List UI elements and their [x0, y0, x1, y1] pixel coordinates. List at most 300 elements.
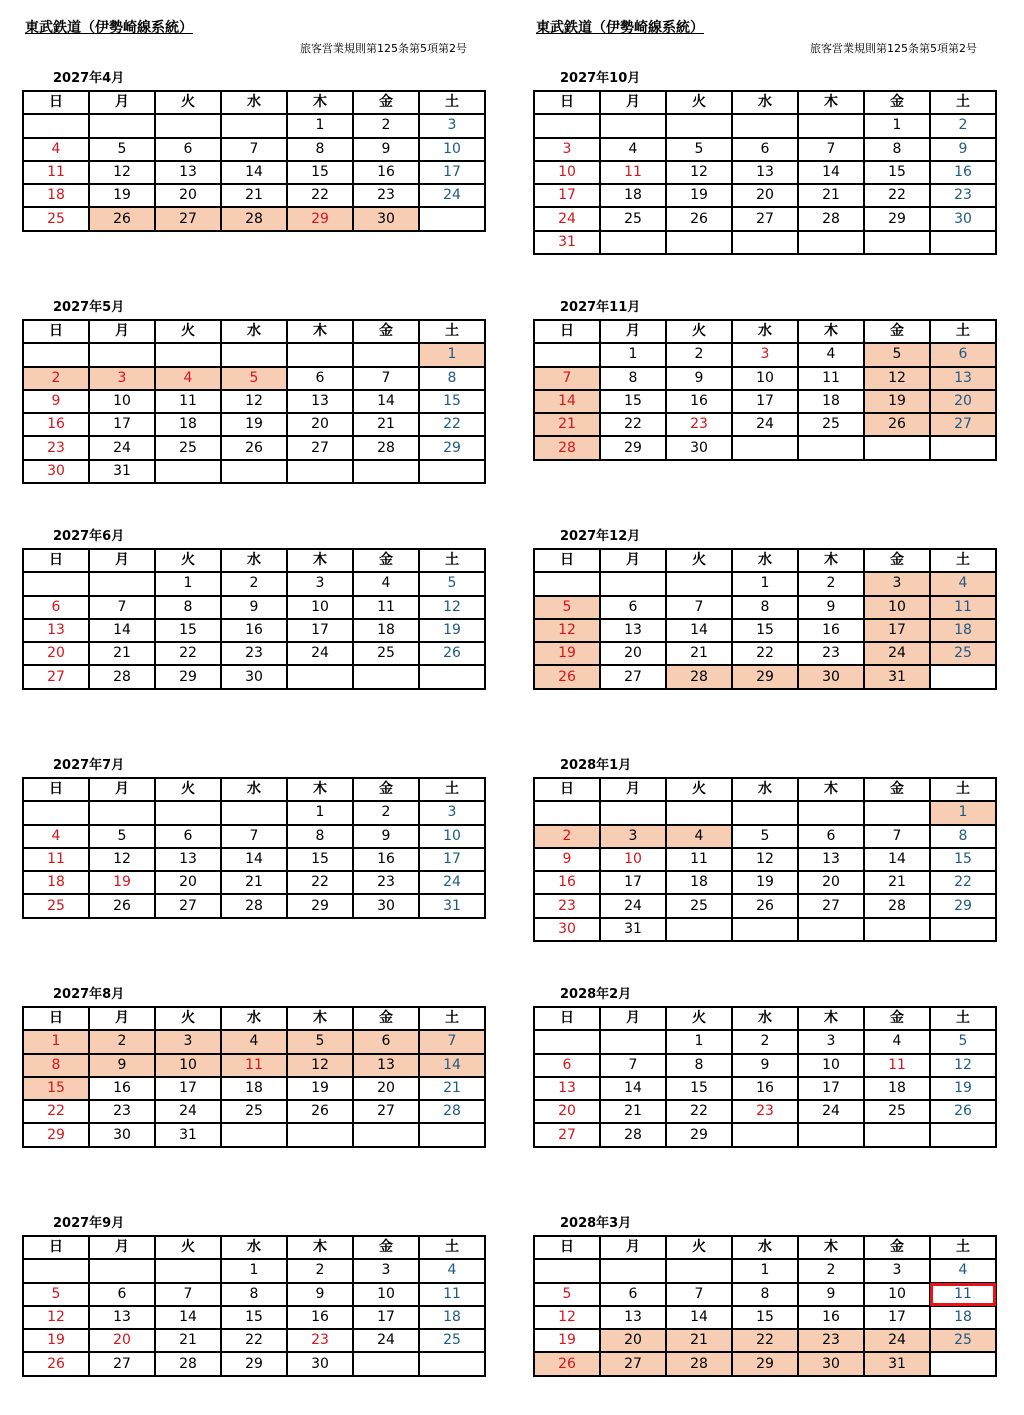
empty-cell	[666, 231, 732, 254]
day-cell: 17	[419, 161, 485, 184]
day-cell: 26	[534, 1352, 600, 1375]
day-cell: 27	[155, 207, 221, 230]
weekday-header: 土	[419, 91, 485, 114]
weekday-header: 水	[732, 778, 798, 801]
weekday-header: 月	[600, 320, 666, 343]
day-cell: 3	[353, 1259, 419, 1282]
day-cell: 27	[534, 1123, 600, 1146]
day-cell: 1	[155, 572, 221, 595]
week-row	[23, 642, 485, 665]
weekday-header: 土	[930, 320, 996, 343]
weekday-header: 金	[353, 320, 419, 343]
day-cell: 15	[732, 619, 798, 642]
empty-cell	[23, 572, 89, 595]
day-cell: 26	[221, 436, 287, 459]
week-row	[534, 848, 996, 871]
week-row	[534, 1123, 996, 1146]
day-cell: 7	[798, 138, 864, 161]
weekday-header: 日	[23, 549, 89, 572]
weekday-header: 土	[419, 1236, 485, 1259]
day-cell: 29	[666, 1123, 732, 1146]
week-row	[534, 619, 996, 642]
week-row	[23, 1077, 485, 1100]
empty-cell	[419, 665, 485, 688]
day-cell: 29	[155, 665, 221, 688]
day-cell: 9	[287, 1283, 353, 1306]
empty-cell	[23, 801, 89, 824]
day-cell: 25	[155, 436, 221, 459]
day-cell: 8	[666, 1054, 732, 1077]
empty-cell	[798, 801, 864, 824]
week-row	[23, 801, 485, 824]
day-cell: 20	[353, 1077, 419, 1100]
empty-cell	[287, 1123, 353, 1146]
day-cell: 12	[419, 596, 485, 619]
day-cell: 8	[930, 825, 996, 848]
day-cell: 24	[798, 1100, 864, 1123]
day-cell: 30	[287, 1352, 353, 1375]
day-cell: 29	[287, 207, 353, 230]
day-cell: 6	[534, 1054, 600, 1077]
week-row	[534, 343, 996, 366]
week-row	[23, 207, 485, 230]
month-calendar	[22, 90, 486, 232]
day-cell: 20	[287, 413, 353, 436]
day-cell: 28	[666, 1352, 732, 1375]
empty-cell	[798, 436, 864, 459]
weekday-header: 火	[666, 1007, 732, 1030]
empty-cell	[930, 1352, 996, 1375]
week-row	[23, 460, 485, 483]
empty-cell	[221, 114, 287, 137]
day-cell: 12	[89, 161, 155, 184]
day-cell: 24	[864, 1329, 930, 1352]
day-cell: 1	[930, 801, 996, 824]
day-cell: 2	[798, 572, 864, 595]
week-row	[534, 1077, 996, 1100]
day-cell: 27	[155, 894, 221, 917]
day-cell: 14	[419, 1054, 485, 1077]
week-row	[534, 367, 996, 390]
day-cell: 15	[287, 161, 353, 184]
day-cell: 16	[534, 871, 600, 894]
day-cell: 5	[930, 1030, 996, 1053]
day-cell: 6	[798, 825, 864, 848]
day-cell: 5	[732, 825, 798, 848]
weekday-header: 日	[23, 320, 89, 343]
empty-cell	[155, 1259, 221, 1282]
day-cell: 6	[353, 1030, 419, 1053]
day-cell: 10	[732, 367, 798, 390]
day-cell: 11	[353, 596, 419, 619]
empty-cell	[732, 231, 798, 254]
day-cell: 19	[864, 390, 930, 413]
day-cell: 2	[89, 1030, 155, 1053]
day-cell: 25	[221, 1100, 287, 1123]
day-cell: 18	[23, 184, 89, 207]
day-cell: 15	[600, 390, 666, 413]
day-cell: 3	[732, 343, 798, 366]
weekday-header: 金	[353, 91, 419, 114]
weekday-header: 金	[864, 778, 930, 801]
empty-cell	[287, 665, 353, 688]
weekday-header: 水	[221, 320, 287, 343]
empty-cell	[419, 1352, 485, 1375]
day-cell: 12	[534, 1306, 600, 1329]
day-cell: 22	[221, 1329, 287, 1352]
day-cell: 22	[155, 642, 221, 665]
day-cell: 8	[287, 138, 353, 161]
day-cell: 22	[732, 1329, 798, 1352]
empty-cell	[666, 1259, 732, 1282]
day-cell: 9	[798, 1283, 864, 1306]
day-cell: 7	[221, 825, 287, 848]
day-cell: 29	[23, 1123, 89, 1146]
empty-cell	[864, 801, 930, 824]
day-cell: 14	[666, 619, 732, 642]
weekday-header: 水	[221, 1236, 287, 1259]
day-cell: 19	[930, 1077, 996, 1100]
week-row	[534, 572, 996, 595]
day-cell: 20	[732, 184, 798, 207]
day-cell: 16	[23, 413, 89, 436]
day-cell: 8	[732, 1283, 798, 1306]
day-cell: 28	[798, 207, 864, 230]
day-cell: 6	[600, 1283, 666, 1306]
day-cell: 2	[287, 1259, 353, 1282]
month-calendar	[533, 777, 997, 942]
week-row	[23, 871, 485, 894]
empty-cell	[89, 801, 155, 824]
weekday-header: 水	[732, 320, 798, 343]
week-row	[23, 413, 485, 436]
weekday-header: 木	[287, 91, 353, 114]
empty-cell	[600, 114, 666, 137]
day-cell: 9	[666, 367, 732, 390]
day-cell: 3	[864, 572, 930, 595]
day-cell: 10	[155, 1054, 221, 1077]
day-cell: 22	[600, 413, 666, 436]
day-cell: 29	[732, 1352, 798, 1375]
month-calendar	[533, 1006, 997, 1148]
day-cell: 25	[419, 1329, 485, 1352]
day-cell: 21	[600, 1100, 666, 1123]
month-label: 2027年12月	[560, 529, 641, 544]
week-row	[23, 1054, 485, 1077]
day-cell: 3	[534, 138, 600, 161]
day-cell: 23	[353, 871, 419, 894]
day-cell: 1	[221, 1259, 287, 1282]
day-cell: 7	[221, 138, 287, 161]
weekday-header-row	[23, 91, 485, 114]
week-row	[23, 1306, 485, 1329]
empty-cell	[798, 231, 864, 254]
weekday-header: 木	[287, 1007, 353, 1030]
weekday-header: 日	[534, 778, 600, 801]
day-cell: 16	[221, 619, 287, 642]
month-calendar	[22, 548, 486, 690]
day-cell: 2	[798, 1259, 864, 1282]
weekday-header: 火	[155, 1236, 221, 1259]
day-cell: 24	[155, 1100, 221, 1123]
day-cell: 16	[353, 848, 419, 871]
day-cell: 30	[930, 207, 996, 230]
weekday-header: 日	[534, 320, 600, 343]
weekday-header: 木	[798, 1236, 864, 1259]
week-row	[23, 596, 485, 619]
day-cell: 13	[732, 161, 798, 184]
day-cell: 6	[155, 138, 221, 161]
day-cell: 14	[353, 390, 419, 413]
day-cell: 23	[23, 436, 89, 459]
day-cell: 13	[287, 390, 353, 413]
week-row	[534, 184, 996, 207]
day-cell: 4	[864, 1030, 930, 1053]
day-cell: 7	[864, 825, 930, 848]
week-row	[23, 1100, 485, 1123]
month-label: 2028年1月	[560, 758, 632, 773]
weekday-header: 木	[798, 91, 864, 114]
day-cell: 24	[353, 1329, 419, 1352]
week-row	[23, 138, 485, 161]
week-row	[534, 596, 996, 619]
week-row	[534, 231, 996, 254]
day-cell: 30	[353, 207, 419, 230]
weekday-header: 金	[864, 549, 930, 572]
weekday-header-row	[534, 320, 996, 343]
day-cell: 17	[798, 1077, 864, 1100]
weekday-header: 月	[600, 778, 666, 801]
weekday-header: 日	[23, 1007, 89, 1030]
day-cell: 13	[534, 1077, 600, 1100]
page-title: 東武鉄道（伊勢崎線系統）	[536, 20, 704, 36]
empty-cell	[798, 1123, 864, 1146]
empty-cell	[798, 114, 864, 137]
day-cell: 25	[23, 894, 89, 917]
day-cell: 18	[221, 1077, 287, 1100]
day-cell: 10	[534, 161, 600, 184]
day-cell: 23	[287, 1329, 353, 1352]
day-cell: 29	[221, 1352, 287, 1375]
day-cell: 9	[89, 1054, 155, 1077]
day-cell: 17	[864, 1306, 930, 1329]
day-cell: 13	[930, 367, 996, 390]
weekday-header-row	[534, 549, 996, 572]
weekday-header: 日	[534, 1007, 600, 1030]
day-cell: 19	[89, 871, 155, 894]
empty-cell	[666, 572, 732, 595]
empty-cell	[864, 918, 930, 941]
weekday-header: 水	[732, 91, 798, 114]
empty-cell	[419, 460, 485, 483]
day-cell: 17	[600, 871, 666, 894]
day-cell: 20	[930, 390, 996, 413]
day-cell: 18	[155, 413, 221, 436]
day-cell: 20	[534, 1100, 600, 1123]
day-cell: 23	[534, 894, 600, 917]
day-cell: 19	[732, 871, 798, 894]
week-row	[23, 825, 485, 848]
day-cell: 14	[534, 390, 600, 413]
day-cell: 14	[89, 619, 155, 642]
day-cell: 24	[864, 642, 930, 665]
day-cell: 4	[798, 343, 864, 366]
day-cell: 24	[419, 184, 485, 207]
day-cell: 28	[666, 665, 732, 688]
day-cell: 26	[23, 1352, 89, 1375]
day-cell: 22	[287, 184, 353, 207]
weekday-header: 月	[600, 1007, 666, 1030]
day-cell: 9	[930, 138, 996, 161]
day-cell: 1	[666, 1030, 732, 1053]
day-cell: 18	[666, 871, 732, 894]
day-cell: 8	[221, 1283, 287, 1306]
day-cell: 10	[89, 390, 155, 413]
month-label: 2027年6月	[53, 529, 125, 544]
empty-cell	[353, 665, 419, 688]
day-cell: 18	[798, 390, 864, 413]
week-row	[534, 138, 996, 161]
day-cell: 1	[287, 114, 353, 137]
day-cell: 19	[419, 619, 485, 642]
day-cell: 17	[155, 1077, 221, 1100]
day-cell: 13	[23, 619, 89, 642]
month-calendar	[533, 90, 997, 255]
day-cell: 20	[89, 1329, 155, 1352]
week-row	[534, 1054, 996, 1077]
day-cell: 26	[930, 1100, 996, 1123]
weekday-header: 火	[666, 1236, 732, 1259]
day-cell: 5	[221, 367, 287, 390]
day-cell: 21	[534, 413, 600, 436]
month-calendar	[533, 548, 997, 690]
day-cell: 27	[600, 665, 666, 688]
day-cell: 23	[89, 1100, 155, 1123]
day-cell: 2	[353, 114, 419, 137]
day-cell: 6	[155, 825, 221, 848]
empty-cell	[23, 114, 89, 137]
day-cell: 9	[23, 390, 89, 413]
day-cell: 3	[287, 572, 353, 595]
day-cell: 6	[732, 138, 798, 161]
day-cell: 21	[666, 642, 732, 665]
day-cell: 26	[89, 207, 155, 230]
day-cell: 10	[864, 596, 930, 619]
day-cell: 1	[732, 1259, 798, 1282]
day-cell: 16	[798, 619, 864, 642]
weekday-header: 日	[23, 778, 89, 801]
week-row	[534, 114, 996, 137]
week-row	[23, 1123, 485, 1146]
day-cell: 12	[221, 390, 287, 413]
week-row	[23, 848, 485, 871]
week-row	[534, 1306, 996, 1329]
day-cell: 26	[666, 207, 732, 230]
week-row	[534, 390, 996, 413]
day-cell: 16	[353, 161, 419, 184]
day-cell: 22	[419, 413, 485, 436]
day-cell: 11	[155, 390, 221, 413]
day-cell: 18	[930, 619, 996, 642]
day-cell: 14	[221, 848, 287, 871]
day-cell: 19	[221, 413, 287, 436]
week-row	[23, 1283, 485, 1306]
day-cell: 29	[930, 894, 996, 917]
empty-cell	[89, 572, 155, 595]
day-cell: 30	[23, 460, 89, 483]
day-cell: 5	[23, 1283, 89, 1306]
day-cell: 17	[89, 413, 155, 436]
weekday-header: 土	[419, 778, 485, 801]
weekday-header: 水	[221, 778, 287, 801]
day-cell: 30	[666, 436, 732, 459]
day-cell: 4	[600, 138, 666, 161]
day-cell: 23	[666, 413, 732, 436]
day-cell: 17	[732, 390, 798, 413]
empty-cell	[534, 572, 600, 595]
weekday-header: 水	[732, 1236, 798, 1259]
empty-cell	[600, 572, 666, 595]
week-row	[23, 619, 485, 642]
day-cell: 21	[155, 1329, 221, 1352]
empty-cell	[732, 918, 798, 941]
weekday-header: 金	[353, 549, 419, 572]
day-cell: 6	[600, 596, 666, 619]
day-cell: 15	[930, 848, 996, 871]
day-cell: 14	[600, 1077, 666, 1100]
day-cell: 20	[798, 871, 864, 894]
day-cell: 2	[353, 801, 419, 824]
day-cell: 5	[666, 138, 732, 161]
month-label: 2027年4月	[53, 71, 125, 86]
regulation-note: 旅客営業規則第125条第5項第2号	[300, 42, 467, 55]
day-cell: 8	[155, 596, 221, 619]
day-cell: 11	[221, 1054, 287, 1077]
day-cell: 23	[353, 184, 419, 207]
day-cell: 4	[221, 1030, 287, 1053]
empty-cell	[534, 343, 600, 366]
day-cell: 24	[287, 642, 353, 665]
day-cell: 4	[23, 825, 89, 848]
day-cell: 22	[930, 871, 996, 894]
day-cell: 26	[864, 413, 930, 436]
day-cell: 21	[798, 184, 864, 207]
day-cell: 11	[798, 367, 864, 390]
weekday-header: 木	[287, 549, 353, 572]
day-cell: 24	[732, 413, 798, 436]
day-cell: 21	[221, 184, 287, 207]
day-cell: 19	[534, 1329, 600, 1352]
week-row	[23, 367, 485, 390]
weekday-header: 月	[600, 549, 666, 572]
day-cell: 24	[534, 207, 600, 230]
weekday-header: 月	[89, 91, 155, 114]
day-cell: 17	[419, 848, 485, 871]
weekday-header: 木	[798, 320, 864, 343]
day-cell: 18	[353, 619, 419, 642]
day-cell: 20	[155, 871, 221, 894]
day-cell: 19	[23, 1329, 89, 1352]
day-cell: 22	[732, 642, 798, 665]
day-cell: 4	[666, 825, 732, 848]
empty-cell	[353, 460, 419, 483]
empty-cell	[221, 801, 287, 824]
day-cell: 13	[155, 161, 221, 184]
day-cell: 8	[732, 596, 798, 619]
empty-cell	[600, 1259, 666, 1282]
day-cell: 20	[155, 184, 221, 207]
day-cell: 8	[287, 825, 353, 848]
